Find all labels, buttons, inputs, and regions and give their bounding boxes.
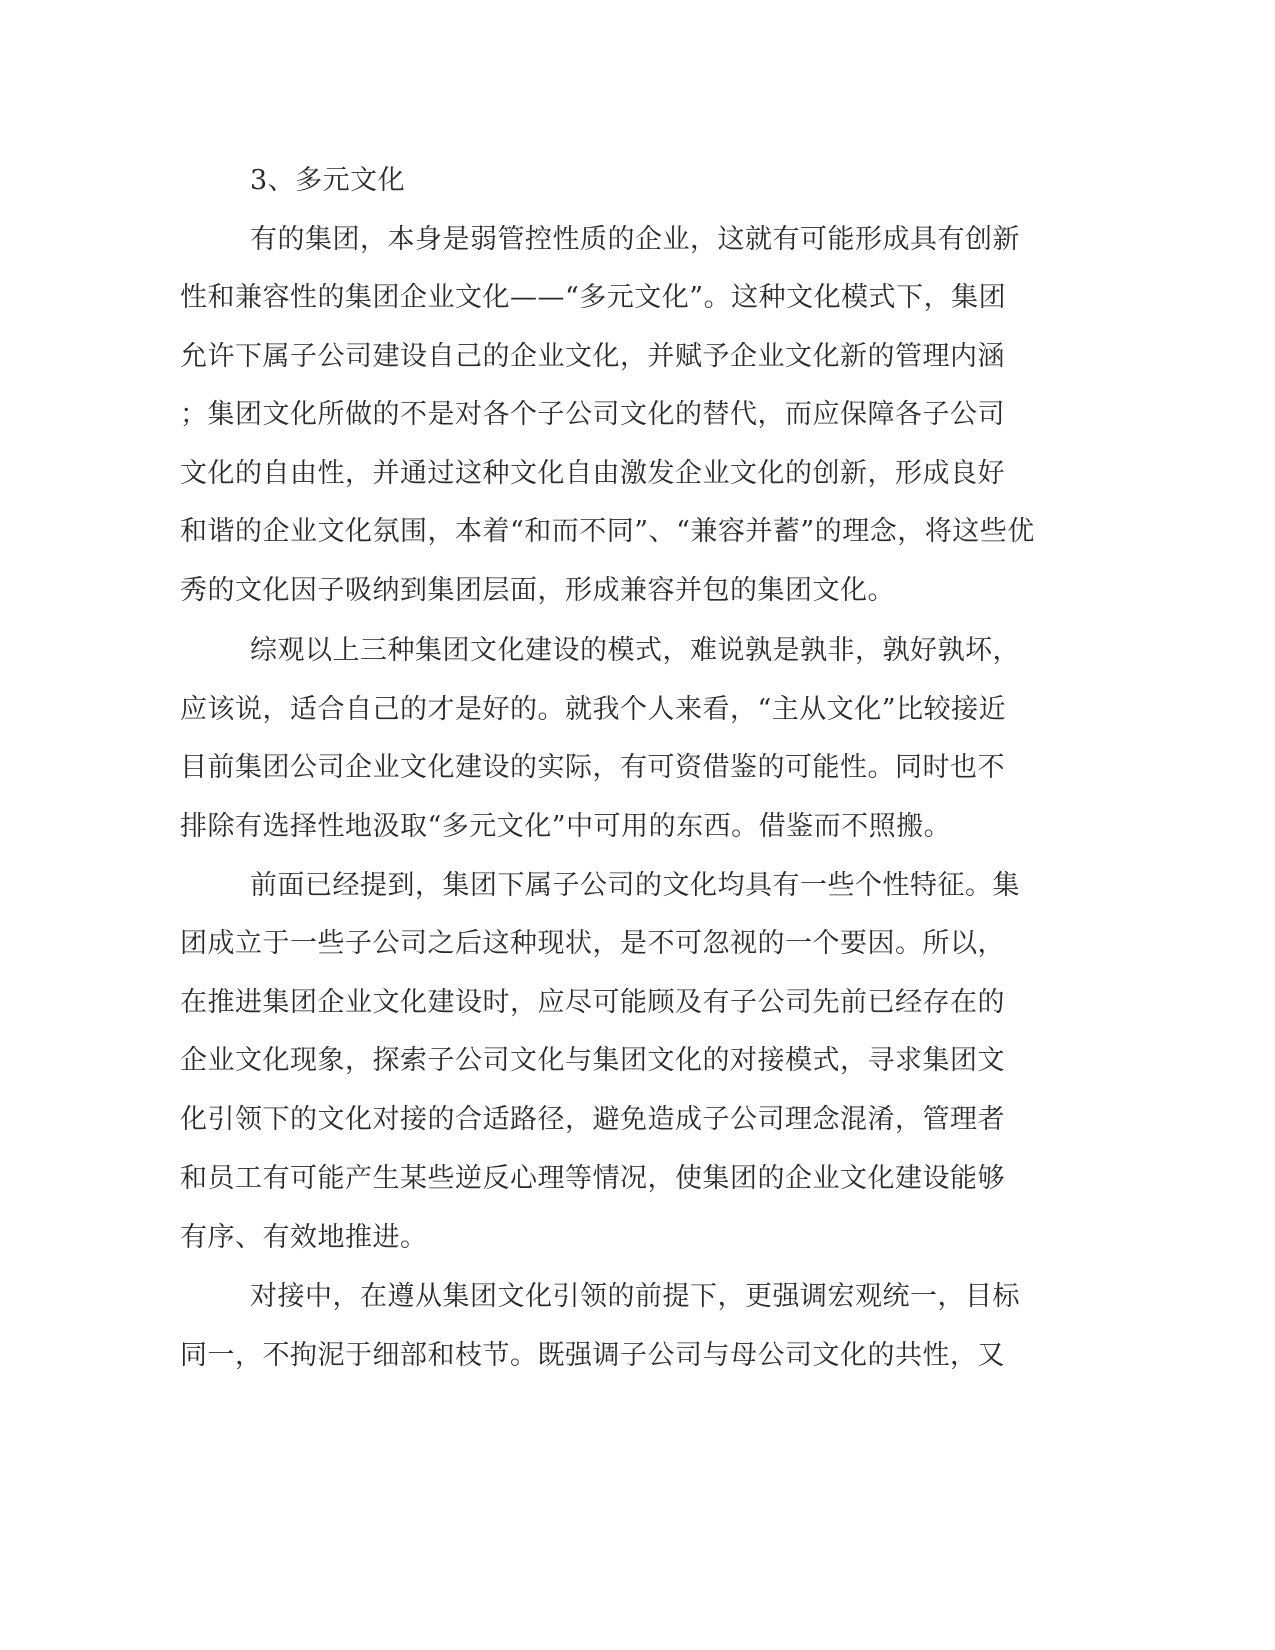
text-line: 排除有选择性地汲取“多元文化”中可用的东西。借鉴而不照搬。 <box>180 811 952 842</box>
text-line: 综观以上三种集团文化建设的模式，难说孰是孰非，孰好孰坏， <box>250 635 1020 666</box>
text-line: 在推进集团企业文化建设时，应尽可能顾及有子公司先前已经存在的 <box>180 987 1005 1018</box>
text-line: 化引领下的文化对接的合适路径，避免造成子公司理念混淆，管理者 <box>180 1104 1005 1135</box>
text-line: 企业文化现象，探索子公司文化与集团文化的对接模式，寻求集团文 <box>180 1045 1005 1076</box>
text-line: 允许下属子公司建设自己的企业文化，并赋予企业文化新的管理内涵 <box>180 341 1005 372</box>
text-line: 前面已经提到，集团下属子公司的文化均具有一些个性特征。集 <box>250 870 1020 901</box>
section-heading: 3、多元文化 <box>250 165 406 196</box>
text-line: 性和兼容性的集团企业文化——“多元文化”。这种文化模式下，集团 <box>180 282 1007 313</box>
text-line: 和员工有可能产生某些逆反心理等情况，使集团的企业文化建设能够 <box>180 1163 1005 1194</box>
text-line: ；集团文化所做的不是对各个子公司文化的替代，而应保障各子公司 <box>180 399 1005 430</box>
text-line: 目前集团公司企业文化建设的实际，有可资借鉴的可能性。同时也不 <box>180 752 1005 783</box>
text-line: 文化的自由性，并通过这种文化自由激发企业文化的创新，形成良好 <box>180 458 1005 489</box>
text-line: 有序、有效地推进。 <box>180 1222 428 1253</box>
text-line: 对接中，在遵从集团文化引领的前提下，更强调宏观统一，目标 <box>250 1281 1020 1312</box>
text-line: 同一，不拘泥于细部和枝节。既强调子公司与母公司文化的共性，又 <box>180 1340 1005 1371</box>
text-line: 应该说，适合自己的才是好的。就我个人来看，“主从文化”比较接近 <box>180 694 1007 725</box>
text-line: 团成立于一些子公司之后这种现状，是不可忽视的一个要因。所以， <box>180 928 1005 959</box>
text-line: 秀的文化因子吸纳到集团层面，形成兼容并包的集团文化。 <box>180 575 895 606</box>
text-line: 和谐的企业文化氛围，本着“和而不同”、“兼容并蓄”的理念，将这些优 <box>180 516 1035 547</box>
text-line: 有的集团，本身是弱管控性质的企业，这就有可能形成具有创新 <box>250 224 1020 255</box>
